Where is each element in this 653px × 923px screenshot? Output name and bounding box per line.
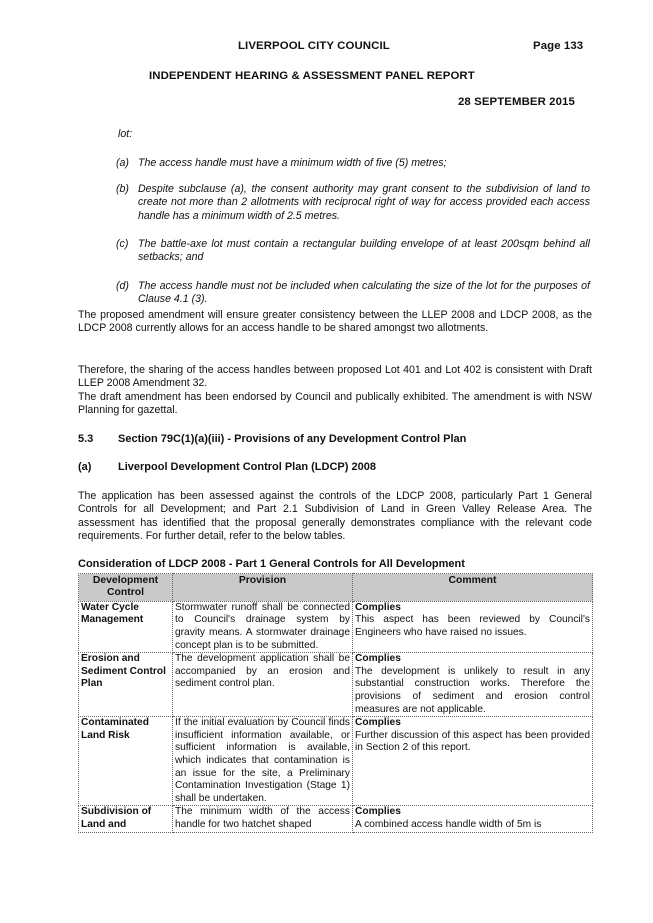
section-number: 5.3 [78,433,94,445]
comment-cell [353,653,593,717]
control-cell: Contaminated Land Risk [79,717,173,806]
control-cell: Erosion and Sediment Control Plan [79,653,173,717]
table-header-row [79,574,593,602]
comment-cell [353,806,593,832]
report-date: 28 SEPTEMBER 2015 [458,96,575,108]
col-header-comment: Comment [353,574,593,602]
comment-text: Further discussion of this aspect has been provided in Section 2 of this report. [355,729,590,754]
compliance-status: Complies [355,806,401,818]
clause-label: (c) [116,238,129,250]
clause-label: (a) [116,157,129,169]
subsection-title: Liverpool Development Control Plan (LDCP) 2008 [118,461,376,473]
comment-cell [353,717,593,806]
paragraph-amendment: The proposed amendment will ensure greater consistency between the LLEP 2008 and LDCP 2008, as the LDCP 2008 currently allows for an access handle to be shared amongst two allotments. [78,309,592,335]
comment-cell [353,601,593,652]
clause-item-a [118,157,590,170]
compliance-status: Complies [355,653,401,665]
comment-text: A combined access handle width of 5m is [355,818,542,830]
table-row [79,717,593,806]
header-council: LIVERPOOL CITY COUNCIL [238,40,390,52]
clause-item-d [118,280,590,307]
col-header-provision: Provision [173,574,353,602]
clause-lead: lot: [118,128,133,140]
clause-label: (d) [116,280,129,292]
compliance-status: Complies [355,601,401,613]
table-row [79,806,593,832]
provision-cell: The minimum width of the access handle for two hatchet shaped [173,806,353,832]
clause-text: The access handle must have a minimum width of five (5) metres; [138,157,447,169]
provision-cell: If the initial evaluation by Council finds insufficient information available, or sufficient information is available, which indicates that contamination is an issue for the site, a Preliminary Contamination Investigation (Stage 1) shall be undertaken. [173,717,353,806]
section-title: Section 79C(1)(a)(iii) - Provisions of any Development Control Plan [118,433,467,445]
clause-text: The battle-axe lot must contain a rectangular building envelope of at least 200sqm behind all setbacks; and [138,238,590,264]
clause-text: Despite subclause (a), the consent authority may grant consent to the subdivision of land to create not more than 2 allotments with reciprocal right of way for access provided each access handle has a minimum width of 2.5 metres. [138,183,590,222]
provision-cell: Stormwater runoff shall be connected to Council's drainage system by gravity means. A stormwater drainage concept plan is to be submitted. [173,601,353,652]
table-title: Consideration of LDCP 2008 - Part 1 General Controls for All Development [78,558,465,570]
provision-cell: The development application shall be accompanied by an erosion and sediment control plan. [173,653,353,717]
clause-item-b [118,183,590,223]
paragraph-sharing: Therefore, the sharing of the access handles between proposed Lot 401 and Lot 402 is consistent with Draft LLEP 2008 Amendment 32. [78,364,592,390]
table-row [79,653,593,717]
clause-text: The access handle must not be included when calculating the size of the lot for the purposes of Clause 4.1 (3). [138,280,590,306]
subsection-label: (a) [78,461,92,473]
compliance-status: Complies [355,717,401,729]
comment-text: This aspect has been reviewed by Council's Engineers who have raised no issues. [355,614,590,638]
paragraph-endorsed: The draft amendment has been endorsed by Council and publically exhibited. The amendment is with NSW Planning for gazettal. [78,391,592,417]
clause-label: (b) [116,183,129,195]
col-header-control: Development Control [79,574,173,602]
page-number: Page 133 [533,40,584,52]
clause-item-c [118,238,590,265]
table-row [79,601,593,652]
control-cell: Subdivision of Land and [79,806,173,832]
comment-text: The development is unlikely to result in any substantial construction works. Therefore the provisions of sediment and erosion control measures are not applicable. [355,665,590,715]
control-cell: Water Cycle Management [79,601,173,652]
report-title: INDEPENDENT HEARING & ASSESSMENT PANEL REPORT [149,70,475,82]
ldcp-controls-table [78,573,593,833]
paragraph-assessment: The application has been assessed against the controls of the LDCP 2008, particularly Part 1 General Controls for all Development; and Part 2.1 Subdivision of Land in Green Valley Release Area. The assessment has identified that the proposal generally demonstrates compliance with the relevant code requirements. For further detail, refer to the below tables. [78,490,592,543]
